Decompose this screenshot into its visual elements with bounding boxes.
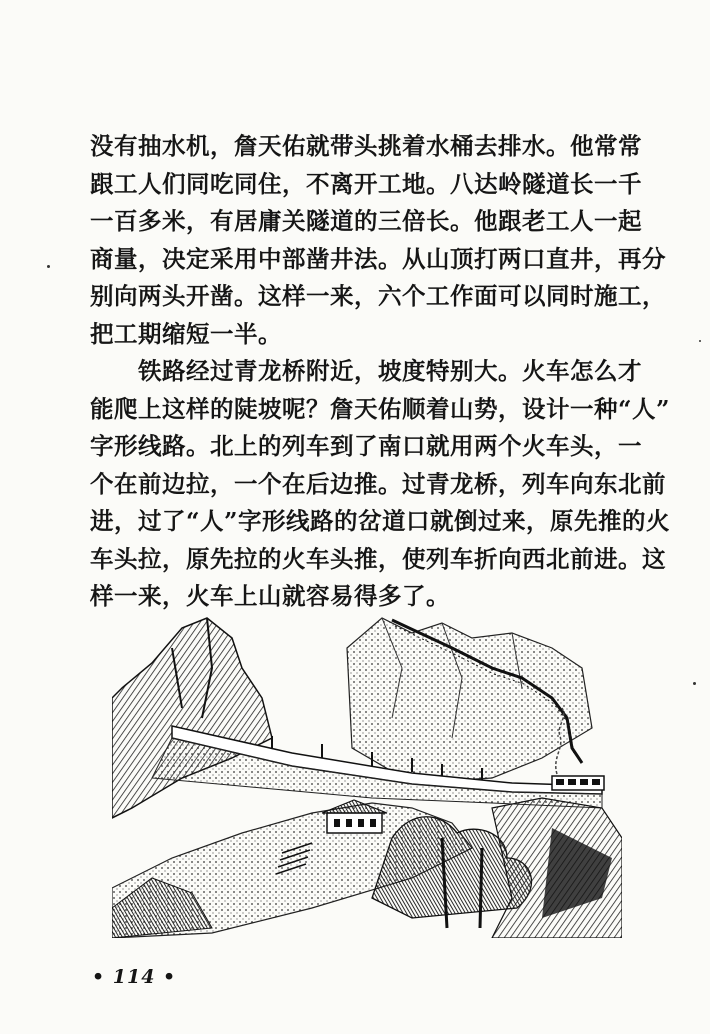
railway-mountain-illustration xyxy=(112,608,622,938)
scan-speck xyxy=(693,682,696,685)
text-line: 跟工人们同吃同住，不离开工地。八达岭隧道长一千 xyxy=(90,169,642,198)
text-line: 进，过了“人”字形线路的岔道口就倒过来，原先推的火 xyxy=(90,507,671,535)
text-line: 铁路经过青龙桥附近，坡度特别大。火车怎么才 xyxy=(138,357,642,385)
text-line: 个在前边拉，一个在后边推。过青龙桥，列车向东北前 xyxy=(90,469,666,498)
text-line: 把工期缩短一半。 xyxy=(90,319,282,348)
text-line: 字形线路。北上的列车到了南口就用两个火车头，一 xyxy=(90,432,642,460)
text-line: 别向两头开凿。这样一来，六个工作面可以同时施工， xyxy=(90,282,666,310)
text-line: 商量，决定采用中部凿井法。从山顶打两口直井，再分 xyxy=(90,244,666,273)
body-text xyxy=(90,128,671,616)
text-line: 车头拉，原先拉的火车头推，使列车折向西北前进。这 xyxy=(90,544,666,573)
page-number: • 114 • xyxy=(92,966,177,988)
text-line: 能爬上这样的陡坡呢？詹天佑顺着山势，设计一种“人” xyxy=(90,394,671,423)
text-line: 一百多米，有居庸关隧道的三倍长。他跟老工人一起 xyxy=(90,207,642,235)
scan-speck xyxy=(699,340,701,342)
scan-speck xyxy=(47,265,50,268)
text-line: 样一来，火车上山就容易得多了。 xyxy=(90,582,450,610)
text-line: 没有抽水机，詹天佑就带头挑着水桶去排水。他常常 xyxy=(90,132,642,160)
